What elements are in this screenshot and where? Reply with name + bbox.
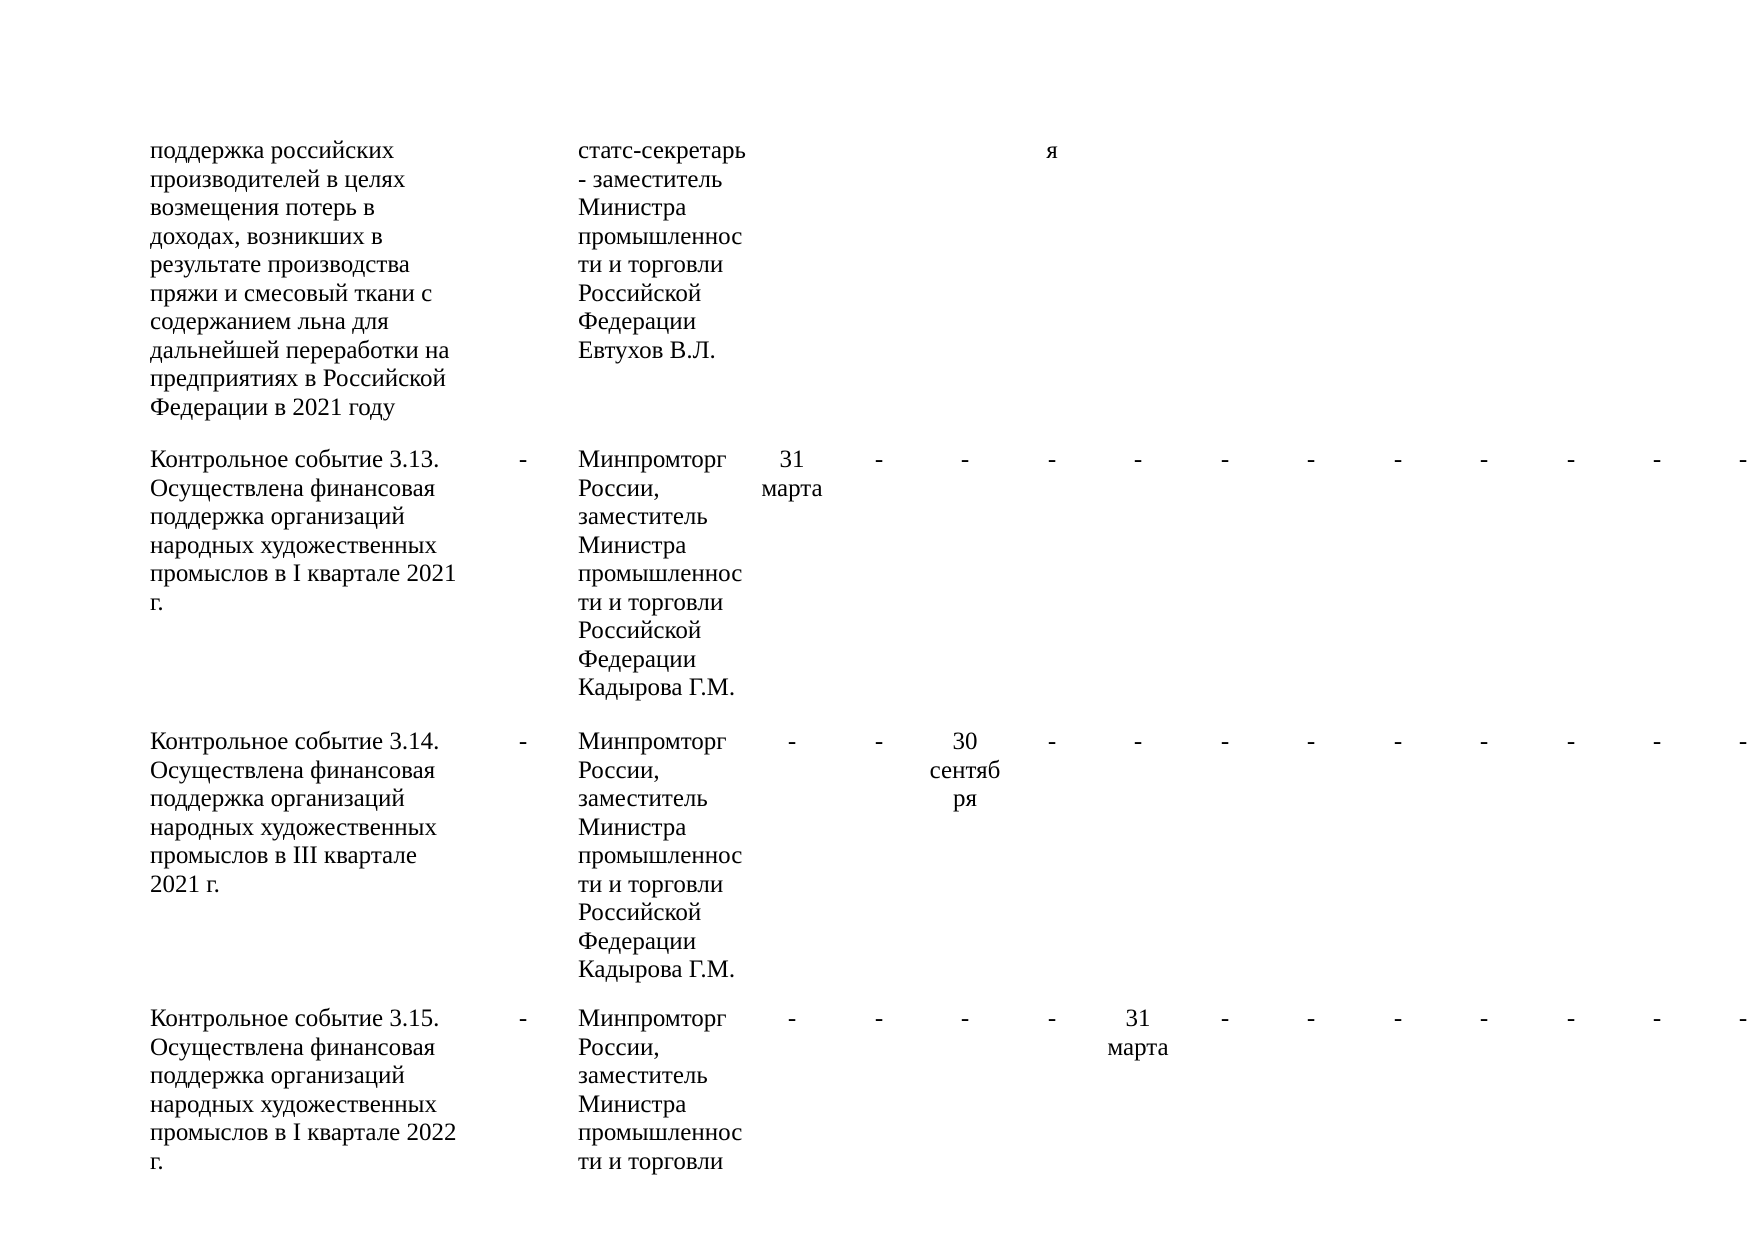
text-line: - — [1220, 728, 1230, 755]
text-line: сентяб — [929, 756, 1001, 784]
date-cell — [836, 1005, 922, 1034]
funding-cell: - — [518, 446, 528, 473]
text-line: России, — [578, 756, 660, 784]
text-line: - — [1133, 728, 1143, 755]
text-line: - — [1479, 446, 1489, 473]
date-cell — [1355, 446, 1441, 475]
text-line: ти и торговли — [578, 251, 724, 278]
date-cell — [1700, 446, 1754, 475]
text-line: - — [1566, 1005, 1576, 1032]
text-line: - — [1133, 446, 1143, 473]
text-line: - — [960, 1005, 970, 1032]
text-line: - — [1566, 446, 1576, 473]
date-cell — [1268, 1005, 1354, 1034]
text-line: - — [1220, 446, 1230, 473]
date-cell — [922, 728, 1008, 814]
text-line: я — [1046, 137, 1058, 164]
text-line: ти и торговли — [578, 1147, 724, 1175]
text-line: Российской — [578, 899, 702, 926]
text-line: заместитель — [578, 503, 708, 530]
funding-cell: - — [518, 1005, 528, 1032]
text-line: дальнейшей переработки на — [150, 336, 450, 364]
text-line: - — [874, 728, 884, 755]
text-line: народных художественных — [150, 531, 437, 559]
text-line: поддержка организаций — [150, 785, 405, 812]
text-line: г. — [150, 1147, 164, 1175]
activity-cell — [150, 728, 482, 899]
text-line: - — [1738, 1005, 1748, 1032]
date-cell — [922, 1005, 1008, 1034]
text-line: Министра — [578, 531, 687, 559]
text-line: статс-секретарь — [578, 137, 746, 164]
text-line: Контрольное событие 3.13. — [150, 446, 440, 473]
text-line: Федерации в 2021 году — [150, 393, 396, 421]
text-line: г. — [150, 588, 164, 616]
text-line: России, — [578, 1033, 660, 1061]
date-cell — [1009, 728, 1095, 757]
text-line: поддержка организаций — [150, 503, 405, 530]
text-line: производителей в целях — [150, 165, 406, 193]
text-line: - — [1652, 1005, 1662, 1032]
date-cell — [1268, 728, 1354, 757]
text-line: Осуществлена финансовая — [150, 756, 436, 784]
date-cell — [1528, 446, 1614, 475]
date-cell — [1095, 446, 1181, 475]
text-line: - — [787, 728, 797, 755]
executor-cell — [578, 728, 750, 985]
text-line: промыслов в I квартале 2022 — [150, 1119, 457, 1146]
text-line: доходах, возникших в — [150, 222, 383, 250]
text-line: - заместитель — [578, 165, 723, 193]
text-line: - — [1306, 446, 1316, 473]
text-line: Контрольное событие 3.15. — [150, 1005, 440, 1032]
text-line: Осуществлена финансовая — [150, 474, 436, 502]
text-line: предприятиях в Российской — [150, 365, 446, 392]
text-line: - — [1566, 728, 1576, 755]
date-cell — [1009, 137, 1095, 166]
text-line: Осуществлена финансовая — [150, 1033, 436, 1061]
date-cell — [1528, 728, 1614, 757]
text-line: промышленнос — [578, 1119, 743, 1146]
text-line: заместитель — [578, 785, 708, 812]
text-line: - — [1652, 728, 1662, 755]
text-line: - — [874, 1005, 884, 1032]
funding-cell: - — [518, 728, 528, 755]
date-cell — [1095, 728, 1181, 757]
text-line: - — [1738, 728, 1748, 755]
text-line: Министра — [578, 1090, 687, 1118]
text-line: - — [1393, 446, 1403, 473]
date-cell — [1268, 446, 1354, 475]
text-line: Минпромторг — [578, 1005, 727, 1032]
text-line: промышленнос — [578, 222, 743, 250]
text-line: 2021 г. — [150, 870, 220, 898]
text-line: ти и торговли — [578, 588, 724, 616]
text-line: - — [960, 446, 970, 473]
text-line: марта — [761, 474, 823, 502]
executor-cell — [578, 1005, 750, 1176]
activity-cell — [150, 446, 482, 617]
text-line: - — [1393, 728, 1403, 755]
text-line: - — [1306, 1005, 1316, 1032]
date-cell — [1614, 446, 1700, 475]
text-line: Контрольное событие 3.14. — [150, 728, 440, 755]
text-line: - — [1652, 446, 1662, 473]
date-cell — [749, 1005, 835, 1034]
text-line: возмещения потерь в — [150, 194, 375, 221]
text-line: России, — [578, 474, 660, 502]
text-line: ти и торговли — [578, 870, 724, 898]
text-line: народных художественных — [150, 1090, 437, 1118]
text-line: - — [1047, 728, 1057, 755]
date-cell — [1441, 1005, 1527, 1034]
text-line: промышленнос — [578, 842, 743, 869]
date-cell — [1182, 728, 1268, 757]
text-line: Евтухов В.Л. — [578, 336, 716, 364]
text-line: Министра — [578, 194, 687, 221]
text-line: Минпромторг — [578, 728, 727, 755]
text-line: Кадырова Г.М. — [578, 674, 736, 701]
date-cell — [1700, 1005, 1754, 1034]
text-line: - — [1479, 728, 1489, 755]
text-line: Федерации — [578, 927, 697, 955]
date-cell — [1355, 1005, 1441, 1034]
text-line: - — [1479, 1005, 1489, 1032]
date-cell — [1614, 728, 1700, 757]
date-cell — [1182, 1005, 1268, 1034]
text-line: марта — [1107, 1033, 1169, 1061]
date-cell — [1700, 728, 1754, 757]
executor-cell — [578, 137, 750, 365]
date-cell — [1614, 1005, 1700, 1034]
text-line: - — [787, 1005, 797, 1032]
date-cell — [1095, 1005, 1181, 1062]
date-cell — [1441, 728, 1527, 757]
text-line: - — [1738, 446, 1748, 473]
text-line: Кадырова Г.М. — [578, 956, 736, 983]
date-cell — [1009, 1005, 1095, 1034]
text-line: поддержка российских — [150, 137, 395, 164]
text-line: - — [1220, 1005, 1230, 1032]
text-line: Министра — [578, 813, 687, 841]
text-line: Минпромторг — [578, 446, 727, 473]
text-line: народных художественных — [150, 813, 437, 841]
text-line: 30 — [952, 728, 978, 755]
text-line: Российской — [578, 617, 702, 644]
date-cell — [1441, 446, 1527, 475]
text-line: Федерации — [578, 645, 697, 673]
text-line: пряжи и смесовый ткани с — [150, 279, 433, 307]
date-cell — [749, 728, 835, 757]
text-line: 31 — [779, 446, 805, 473]
text-line: ря — [953, 785, 977, 812]
date-cell — [749, 446, 835, 503]
text-line: - — [874, 446, 884, 473]
text-line: - — [1047, 446, 1057, 473]
text-line: промыслов в III квартале — [150, 842, 417, 869]
date-cell — [922, 446, 1008, 475]
date-cell — [1009, 446, 1095, 475]
date-cell — [836, 446, 922, 475]
text-line: содержанием льна для — [150, 308, 389, 335]
text-line: промыслов в I квартале 2021 — [150, 560, 457, 587]
text-line: поддержка организаций — [150, 1062, 405, 1089]
text-line: промышленнос — [578, 560, 743, 587]
text-line: 31 — [1125, 1005, 1151, 1032]
text-line: Российской — [578, 279, 702, 307]
text-line: заместитель — [578, 1062, 708, 1089]
activity-cell — [150, 1005, 482, 1176]
date-cell — [836, 728, 922, 757]
date-cell — [1528, 1005, 1614, 1034]
text-line: - — [1306, 728, 1316, 755]
text-line: - — [1047, 1005, 1057, 1032]
activity-cell — [150, 137, 482, 422]
text-line: - — [1393, 1005, 1403, 1032]
text-line: Федерации — [578, 308, 697, 335]
text-line: результате производства — [150, 251, 410, 278]
date-cell — [1182, 446, 1268, 475]
date-cell — [1355, 728, 1441, 757]
executor-cell — [578, 446, 750, 703]
